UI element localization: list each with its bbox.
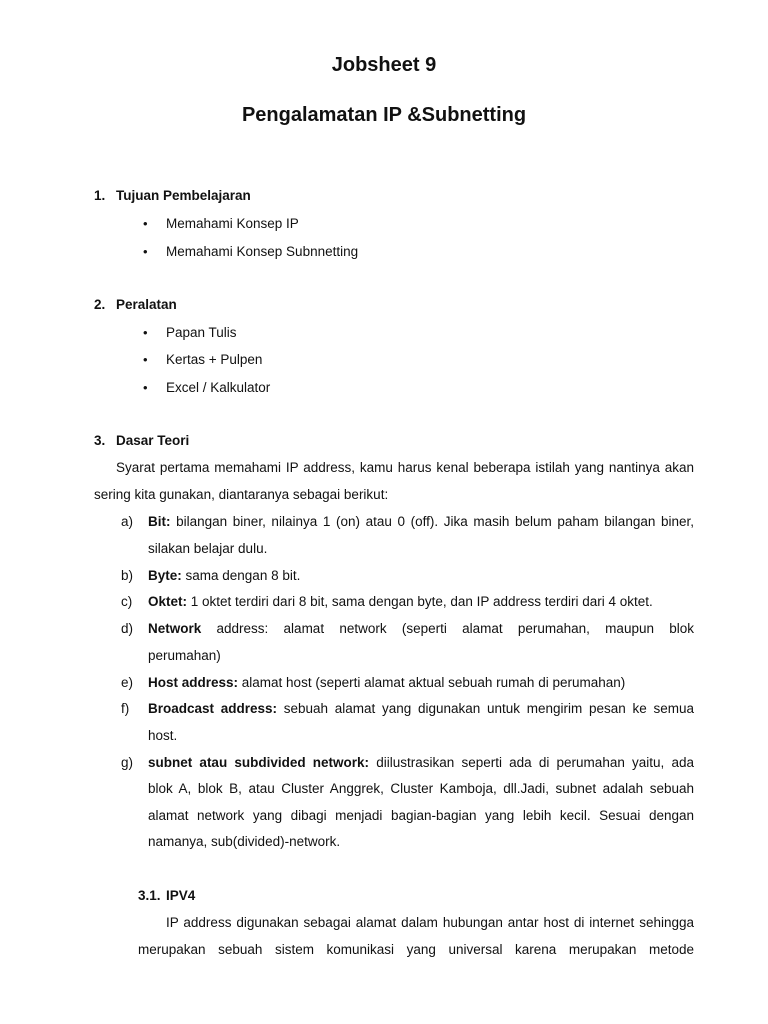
subsection-heading [138, 888, 195, 903]
list-item [143, 380, 270, 395]
term-line [148, 514, 694, 529]
term-continuation: blok A, blok B, atau Cluster Anggrek, Cluster Kamboja, dll.Jadi, subnet adalah sebuah [148, 781, 694, 796]
term-definition: sama dengan 8 bit. [181, 568, 301, 583]
list-item-text: Papan Tulis [166, 325, 237, 340]
document-title: Jobsheet 9 [331, 54, 437, 76]
list-item-text: Memahami Konsep Subnnetting [166, 244, 359, 259]
term-continuation: perumahan) [148, 648, 221, 663]
bullet-icon: • [143, 352, 148, 367]
section-title: Tujuan Pembelajaran [116, 188, 251, 203]
term-definition: diilustrasikan seperti ada di perumahan yaitu, ada [369, 755, 694, 770]
term-continuation: host. [148, 728, 178, 743]
term-continuation: namanya, sub(divided)-network. [148, 834, 341, 849]
list-marker: e) [121, 675, 134, 690]
term-label: Network [148, 621, 202, 636]
subsection-number: 3.1. [138, 888, 161, 903]
term-line [148, 675, 625, 690]
list-marker: g) [121, 755, 134, 770]
term-continuation: silakan belajar dulu. [148, 541, 268, 556]
list-item [143, 244, 358, 259]
subsection-title: IPV4 [166, 888, 196, 903]
list-item-text: Kertas + Pulpen [166, 352, 263, 367]
section-heading-3 [94, 433, 189, 448]
bullet-icon: • [143, 325, 148, 340]
list-item [143, 216, 299, 231]
term-line [148, 701, 694, 716]
term-definition: sebuah alamat yang digunakan untuk mengirim pesan ke semua [277, 701, 694, 716]
section-title: Peralatan [116, 297, 177, 312]
bullet-icon: • [143, 244, 148, 259]
term-label: subnet atau subdivided network: [148, 755, 370, 770]
document-subtitle: Pengalamatan IP &Subnetting [241, 104, 527, 126]
term-continuation: alamat network yang dibagi menjadi bagian-bagian yang lebih kecil. Sesuai dengan [148, 808, 694, 823]
term-label: Oktet: [148, 594, 188, 609]
term-label: Host address: [148, 675, 239, 690]
list-marker: c) [121, 594, 133, 609]
term-definition: alamat host (seperti alamat aktual sebuah rumah di perumahan) [238, 675, 626, 690]
term-label: Broadcast address: [148, 701, 278, 716]
list-marker: d) [121, 621, 134, 636]
section-title: Dasar Teori [116, 433, 190, 448]
section-number: 3. [94, 433, 106, 448]
term-line [148, 594, 653, 609]
list-item [143, 352, 262, 367]
list-marker: b) [121, 568, 134, 583]
list-item [143, 325, 237, 340]
term-label: Bit: [148, 514, 171, 529]
section-heading-2 [94, 297, 177, 312]
section-heading-1 [94, 188, 251, 203]
paragraph-line: merupakan sebuah sistem komunikasi yang universal karena merupakan metode [138, 942, 694, 957]
term-label: Byte: [148, 568, 182, 583]
term-line [148, 621, 694, 636]
term-definition: bilangan biner, nilainya 1 (on) atau 0 (off). Jika masih belum paham bilangan biner, [170, 514, 694, 529]
list-item-text: Excel / Kalkulator [166, 380, 271, 395]
list-marker: a) [121, 514, 134, 529]
paragraph-line: Syarat pertama memahami IP address, kamu harus kenal beberapa istilah yang nantinya akan [116, 460, 694, 475]
term-definition: address: alamat network (seperti alamat perumahan, maupun blok [201, 621, 694, 636]
bullet-icon: • [143, 216, 148, 231]
term-line [148, 568, 300, 583]
section-number: 1. [94, 188, 106, 203]
list-marker: f) [121, 701, 130, 716]
paragraph-line: sering kita gunakan, diantaranya sebagai berikut: [94, 487, 389, 502]
bullet-icon: • [143, 380, 148, 395]
paragraph-line: IP address digunakan sebagai alamat dalam hubungan antar host di internet sehingga [166, 915, 694, 930]
list-item-text: Memahami Konsep IP [166, 216, 299, 231]
term-line [148, 755, 694, 770]
section-number: 2. [94, 297, 106, 312]
term-definition: 1 oktet terdiri dari 8 bit, sama dengan byte, dan IP address terdiri dari 4 oktet. [187, 594, 653, 609]
